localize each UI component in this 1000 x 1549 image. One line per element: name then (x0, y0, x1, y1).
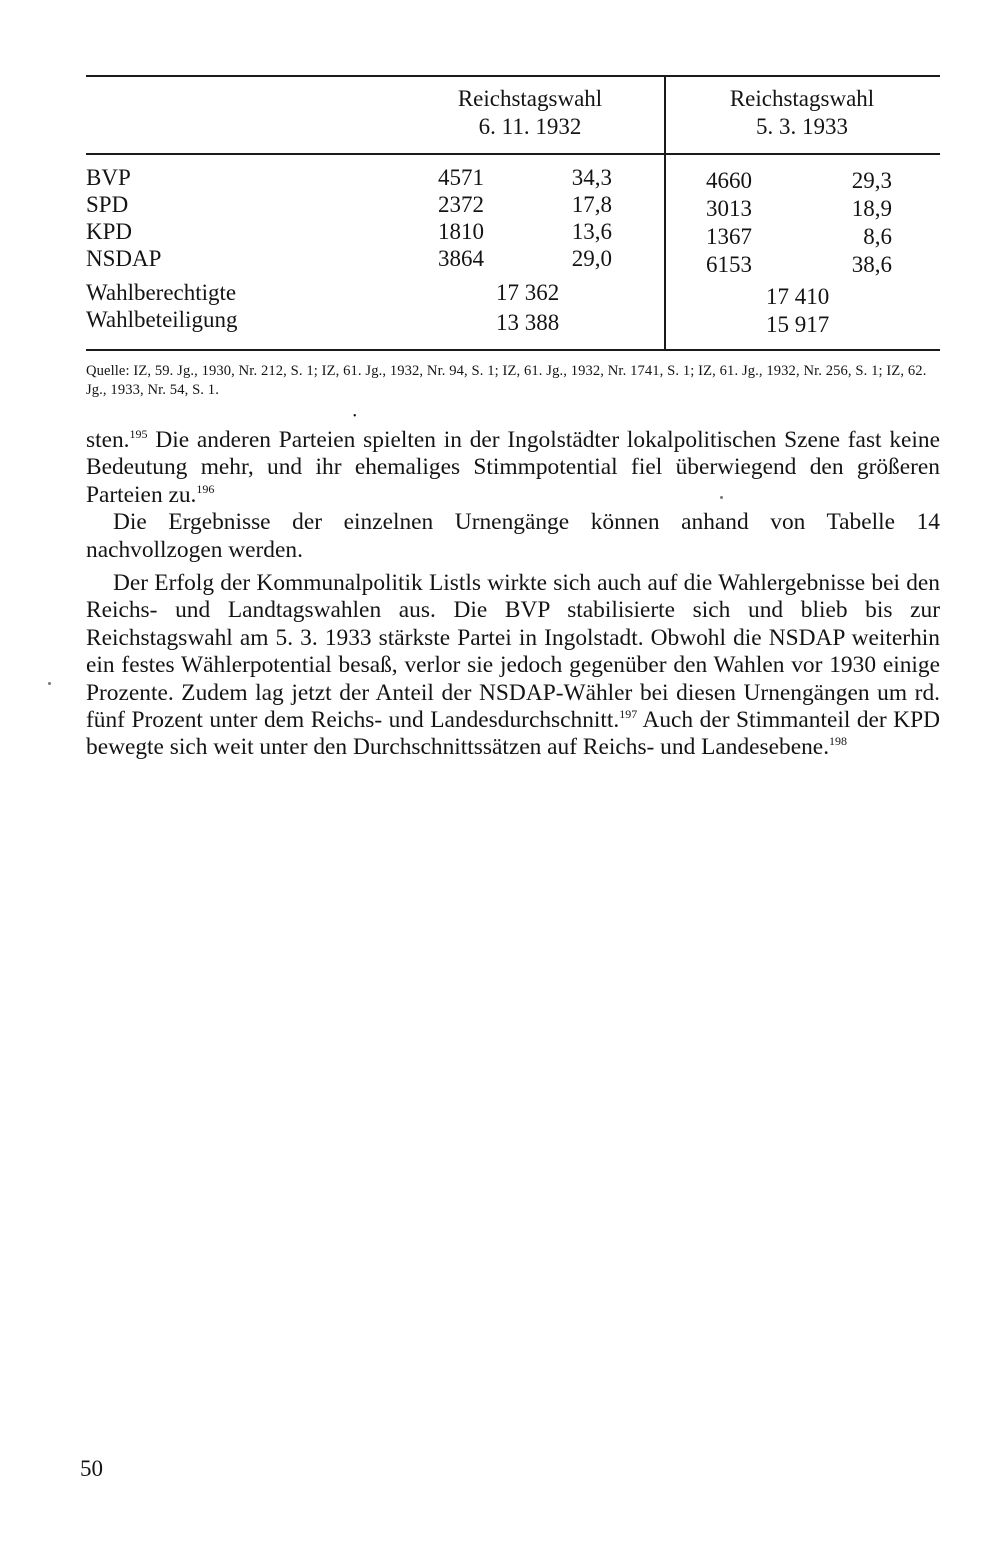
cell-pct-1932: 17,8 (571, 192, 612, 217)
row-label: SPD (86, 192, 129, 217)
paragraph-3: Der Erfolg der Kommunalpolitik Listls wirkte sich auch auf die Wahlergebnisse bei den Reichs- und Landtagswahlen aus. Die BVP stabilisierte sich und blieb bis zur Reichstagswahl am 5. 3. 1933 stärkste Partei in Ingolstadt. Obwohl die NSDAP weiterhin ein festes Wählerpotential besaß, verlor sie jedoch gegenüber den Wahlen vor 1930 einige Prozente. Zudem lag jetzt der Anteil der NSDAP-Wähler bei diesen Urnengängen um rd. fünf Prozent unter dem Reichs- und Landesdurchschnitt.$^{197}$ Auch der Stimmanteil der KPD bewegte sich weit unter den Durchschnittssätzen auf Reichs- und Landesebene.$^{198}$ (86, 570, 940, 761)
cell-total-1933: 15 917 (766, 312, 830, 337)
footnote-ref: 196 (196, 481, 215, 496)
column-header-2 (672, 85, 932, 141)
cell-votes-1932: 3864 (438, 246, 484, 271)
footnote-ref: 198 (829, 734, 848, 749)
cell-votes-1933: 3013 (706, 196, 752, 221)
column-header-1-title: Reichstagswahl (457, 86, 603, 111)
paragraph-1: sten.$^{195}$ Die anderen Parteien spielten in der Ingolstädter lokalpolitischen Szene fast keine Bedeutung mehr, und ihr ehemaliges Stimmpotential fiel überwiegend den größeren Parteien zu.$^{196}$ (86, 427, 940, 508)
cell-pct-1932: 29,0 (571, 246, 612, 271)
margin-speck (720, 496, 723, 499)
table-top-rule (86, 75, 940, 77)
cell-votes-1932: 4571 (438, 165, 484, 190)
row-label: Wahlbeteiligung (86, 307, 238, 332)
cell-pct-1933: 8,6 (863, 224, 892, 249)
cell-votes-1933: 1367 (706, 224, 752, 249)
row-label: BVP (86, 165, 131, 190)
column-header-1 (400, 85, 660, 141)
cell-pct-1932: 13,6 (571, 219, 612, 244)
column-header-2-date: 5. 3. 1933 (756, 114, 848, 139)
cell-pct-1932: 34,3 (571, 165, 612, 190)
election-results-table (0, 0, 1000, 410)
cell-votes-1933: 6153 (706, 252, 752, 277)
column-header-1-date: 6. 11. 1932 (478, 114, 582, 139)
margin-speck (48, 682, 51, 685)
row-label: NSDAP (86, 246, 162, 271)
table-header-rule (86, 153, 940, 155)
speck-mark: • (353, 411, 357, 422)
paragraph-2: Die Ergebnisse der einzelnen Urnengänge können anhand von Tabelle 14 nachvollzogen werden. (86, 509, 940, 563)
page-number: 50 (80, 1456, 103, 1481)
cell-pct-1933: 38,6 (851, 252, 892, 277)
row-label: Wahlberechtigte (86, 280, 237, 305)
cell-pct-1933: 18,9 (851, 196, 892, 221)
cell-votes-1932: 1810 (438, 219, 484, 244)
table-source-note: Quelle: IZ, 59. Jg., 1930, Nr. 212, S. 1; IZ, 61. Jg., 1932, Nr. 94, S. 1; IZ, 61. Jg., 1932, Nr. 1741, S. 1; IZ, 61. Jg., 1932, Nr. 256, S. 1; IZ, 62. Jg., 1933, Nr. 54, S. 1. (86, 363, 927, 398)
cell-votes-1932: 2372 (438, 192, 484, 217)
cell-total-1932: 17 362 (496, 280, 560, 305)
column-header-2-title: Reichstagswahl (729, 86, 875, 111)
row-label: KPD (86, 219, 133, 244)
body-text (86, 427, 940, 762)
cell-total-1932: 13 388 (496, 310, 560, 335)
cell-pct-1933: 29,3 (851, 168, 892, 193)
footnote-ref: 197 (619, 707, 638, 722)
table-bottom-rule (86, 349, 940, 351)
cell-votes-1933: 4660 (706, 168, 752, 193)
footnote-ref: 195 (129, 427, 148, 441)
cell-total-1933: 17 410 (766, 284, 830, 309)
table-column-divider (664, 77, 666, 349)
